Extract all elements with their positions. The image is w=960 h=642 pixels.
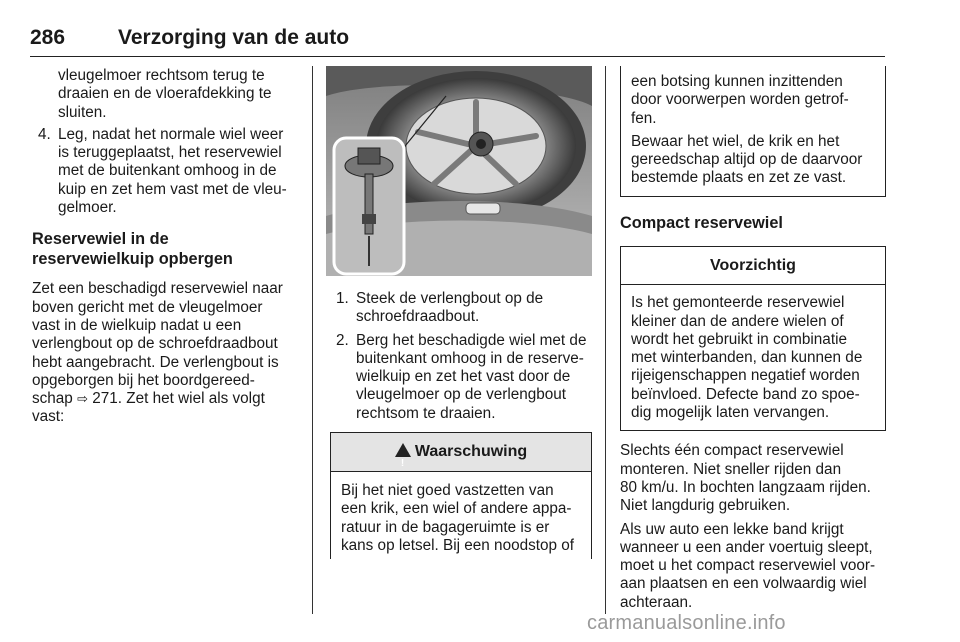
text-line: Niet langdurig gebruiken. (620, 497, 791, 515)
text-line: kuip en zet hem vast met de vleu- (58, 180, 287, 198)
text-line: een botsing kunnen inzittenden (631, 73, 843, 90)
text-line: opgeborgen bij het boordgereed- (32, 371, 255, 389)
body-paragraph (32, 280, 304, 426)
text-line: Leg, nadat het normale wiel weer (58, 125, 284, 143)
step-number: 2. (336, 331, 349, 349)
text-line: sluiten. (58, 103, 107, 121)
text-line: met de buitenkant omhoog in de (58, 162, 277, 180)
text-line: monteren. Niet sneller rijden dan (620, 460, 842, 478)
watermark: carmanualsonline.info (587, 612, 786, 634)
column-right (620, 66, 886, 612)
step-2 (330, 332, 592, 423)
column-middle (330, 290, 592, 559)
text-line: rijeigenschappen negatief worden (631, 367, 860, 385)
text-line: Is het gemonteerde reservewiel (631, 294, 845, 312)
warning-body (331, 472, 591, 563)
spare-wheel-illustration (326, 66, 592, 276)
text-line: Bewaar het wiel, de krik en het (631, 132, 840, 150)
text-line: fen. (631, 109, 657, 127)
text-line: rechtsom te draaien. (356, 404, 496, 422)
caution-box (620, 246, 886, 431)
caution-title: Voorzichtig (621, 247, 885, 285)
text-line: kans op letsel. Bij een noodstop of (341, 536, 575, 554)
step-1 (330, 290, 592, 327)
text-line: bestemde plaats en zet ze vast. (631, 169, 847, 187)
text-line: wordt het gebruikt in combinatie (631, 330, 847, 348)
text-line: beïnvloed. Defecte band zo spoe- (631, 385, 860, 403)
warning-continued-box (620, 66, 886, 197)
text-line: moet u het compact reservewiel voor- (620, 557, 876, 575)
warning-continued-body (621, 66, 885, 196)
text-line: schroefdraadbout. (356, 308, 480, 326)
caution-body (621, 285, 885, 430)
text-line: buitenkant omhoog in de reserve- (356, 349, 584, 367)
column-divider-1 (312, 66, 313, 614)
text-line: Steek de verlengbout op de (356, 290, 544, 307)
section-heading: Compact reservewiel (620, 213, 783, 232)
text-line: 80 km/u. In bochten langzaam rijden. (620, 478, 871, 496)
warning-header (331, 433, 591, 472)
body-paragraph (620, 442, 886, 515)
trunk-wheel-drawing (326, 66, 592, 276)
text-line: Slechts één compact reservewiel (620, 442, 844, 460)
column-divider-2 (605, 66, 606, 614)
step-4 (32, 126, 304, 217)
warning-triangle-icon (395, 443, 411, 457)
text-line: draaien en de vloerafdekking te (58, 85, 272, 103)
text-line: Als uw auto een lekke band krijgt (620, 520, 844, 538)
text-line: kleiner dan de andere wielen of (631, 312, 844, 330)
text-line: is teruggeplaatst, het reservewiel (58, 144, 282, 162)
text-line: vleugelmoer op de verlengbout (356, 386, 567, 404)
text-line: dig mogelijk laten vervangen. (631, 404, 830, 422)
text-line: gelmoer. (58, 199, 117, 217)
text-line: door voorwerpen worden getrof- (631, 91, 849, 109)
text-line: achteraan. (620, 593, 693, 611)
page-header (30, 26, 885, 57)
text-line: vleugelmoer rechtsom terug te (58, 67, 265, 84)
text-line: Bij het niet goed vastzetten van (341, 482, 554, 500)
column-left (32, 67, 304, 427)
step3-continuation (32, 67, 304, 122)
text-line: vast: (32, 408, 65, 426)
text-line: een krik, een wiel of andere appa- (341, 500, 572, 518)
text-line: gereedschap altijd op de daarvoor (631, 151, 863, 169)
section-heading: Reservewiel in de reservewielkuip opbergen (32, 230, 233, 268)
text-line: vast in de wielkuip nadat u een (32, 316, 242, 334)
text-line: aan plaatsen en een volwaardig wiel (620, 575, 867, 593)
text-line: wanneer u een ander voertuig sleept, (620, 538, 873, 556)
page-ref-arrow-icon[interactable]: ⇨ (77, 391, 88, 407)
text-line: Zet een beschadigd reservewiel naar (32, 280, 283, 298)
warning-title: Waarschuwing (414, 443, 528, 461)
step-number: 1. (336, 290, 349, 307)
warning-box (330, 432, 592, 559)
text-line: schap ⇨ 271. Zet het wiel als volgt (32, 390, 265, 408)
text-line: boven gericht met de vleugelmoer (32, 298, 263, 316)
text-line: Berg het beschadigde wiel met de (356, 331, 587, 349)
text-line: ratuur in de bagageruimte is er (341, 518, 550, 536)
page-number: 286 (30, 26, 66, 49)
body-paragraph (620, 521, 886, 612)
text-line: met winterbanden, dan kunnen de (631, 349, 863, 367)
step-number: 4. (38, 125, 51, 143)
text-line: wielkuip en zet het vast door de (356, 368, 571, 386)
text-line: verlengbout op de schroefdraadbout (32, 335, 278, 353)
text-line: hebt aangebracht. De verlengbout is (32, 353, 279, 371)
page-title: Verzorging van de auto (118, 26, 350, 49)
